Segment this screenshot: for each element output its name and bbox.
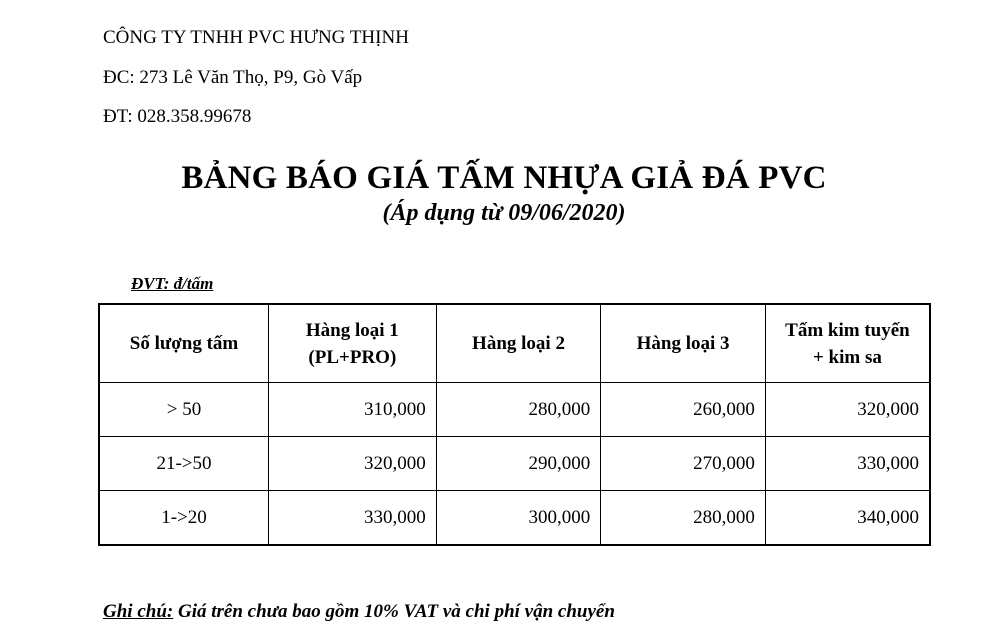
cell-quantity: > 50 (99, 383, 269, 437)
header-glitter (765, 304, 930, 383)
cell-quantity: 1->20 (99, 491, 269, 546)
table-row (99, 383, 930, 437)
cell-price: 330,000 (269, 491, 437, 546)
document-subtitle: (Áp dụng từ 09/06/2020) (382, 200, 626, 226)
table-header-row (99, 304, 930, 383)
cell-price: 260,000 (601, 383, 766, 437)
header-grade-1-line-1: Hàng loại 1 (305, 319, 399, 341)
price-table (98, 303, 931, 546)
header-glitter-line-1: Tấm kim tuyến (785, 319, 910, 341)
cell-price: 330,000 (765, 437, 930, 491)
cell-price: 270,000 (601, 437, 766, 491)
header-grade-3 (601, 304, 766, 383)
header-quantity-line-1: Số lượng tấm (129, 333, 239, 354)
table-row (99, 491, 930, 546)
header-glitter-line-2: + kim sa (812, 346, 882, 368)
table-row (99, 437, 930, 491)
cell-price: 290,000 (436, 437, 601, 491)
cell-price: 310,000 (269, 383, 437, 437)
header-grade-2-line-1: Hàng loại 2 (472, 333, 565, 354)
header-grade-3-line-1: Hàng loại 3 (636, 333, 730, 354)
unit-label: ĐVT: đ/tấm (131, 274, 214, 293)
cell-quantity: 21->50 (99, 437, 269, 491)
cell-price: 340,000 (765, 491, 930, 546)
note-label: Ghi chú: (103, 601, 174, 622)
document-title: BẢNG BÁO GIÁ TẤM NHỰA GIẢ ĐÁ PVC (181, 160, 827, 196)
company-address: ĐC: 273 Lê Văn Thọ, P9, Gò Vấp (103, 67, 363, 88)
header-quantity (99, 304, 269, 383)
cell-price: 300,000 (436, 491, 601, 546)
header-grade-2 (436, 304, 601, 383)
cell-price: 280,000 (436, 383, 601, 437)
company-name: CÔNG TY TNHH PVC HƯNG THỊNH (103, 27, 409, 48)
note-text: Giá trên chưa bao gồm 10% VAT và chi phí vận chuyển (177, 601, 615, 622)
cell-price: 280,000 (601, 491, 766, 546)
cell-price: 320,000 (765, 383, 930, 437)
company-phone: ĐT: 028.358.99678 (103, 106, 252, 127)
header-grade-1-line-2: (PL+PRO) (308, 346, 397, 368)
header-grade-1 (269, 304, 437, 383)
cell-price: 320,000 (269, 437, 437, 491)
note (103, 600, 615, 624)
